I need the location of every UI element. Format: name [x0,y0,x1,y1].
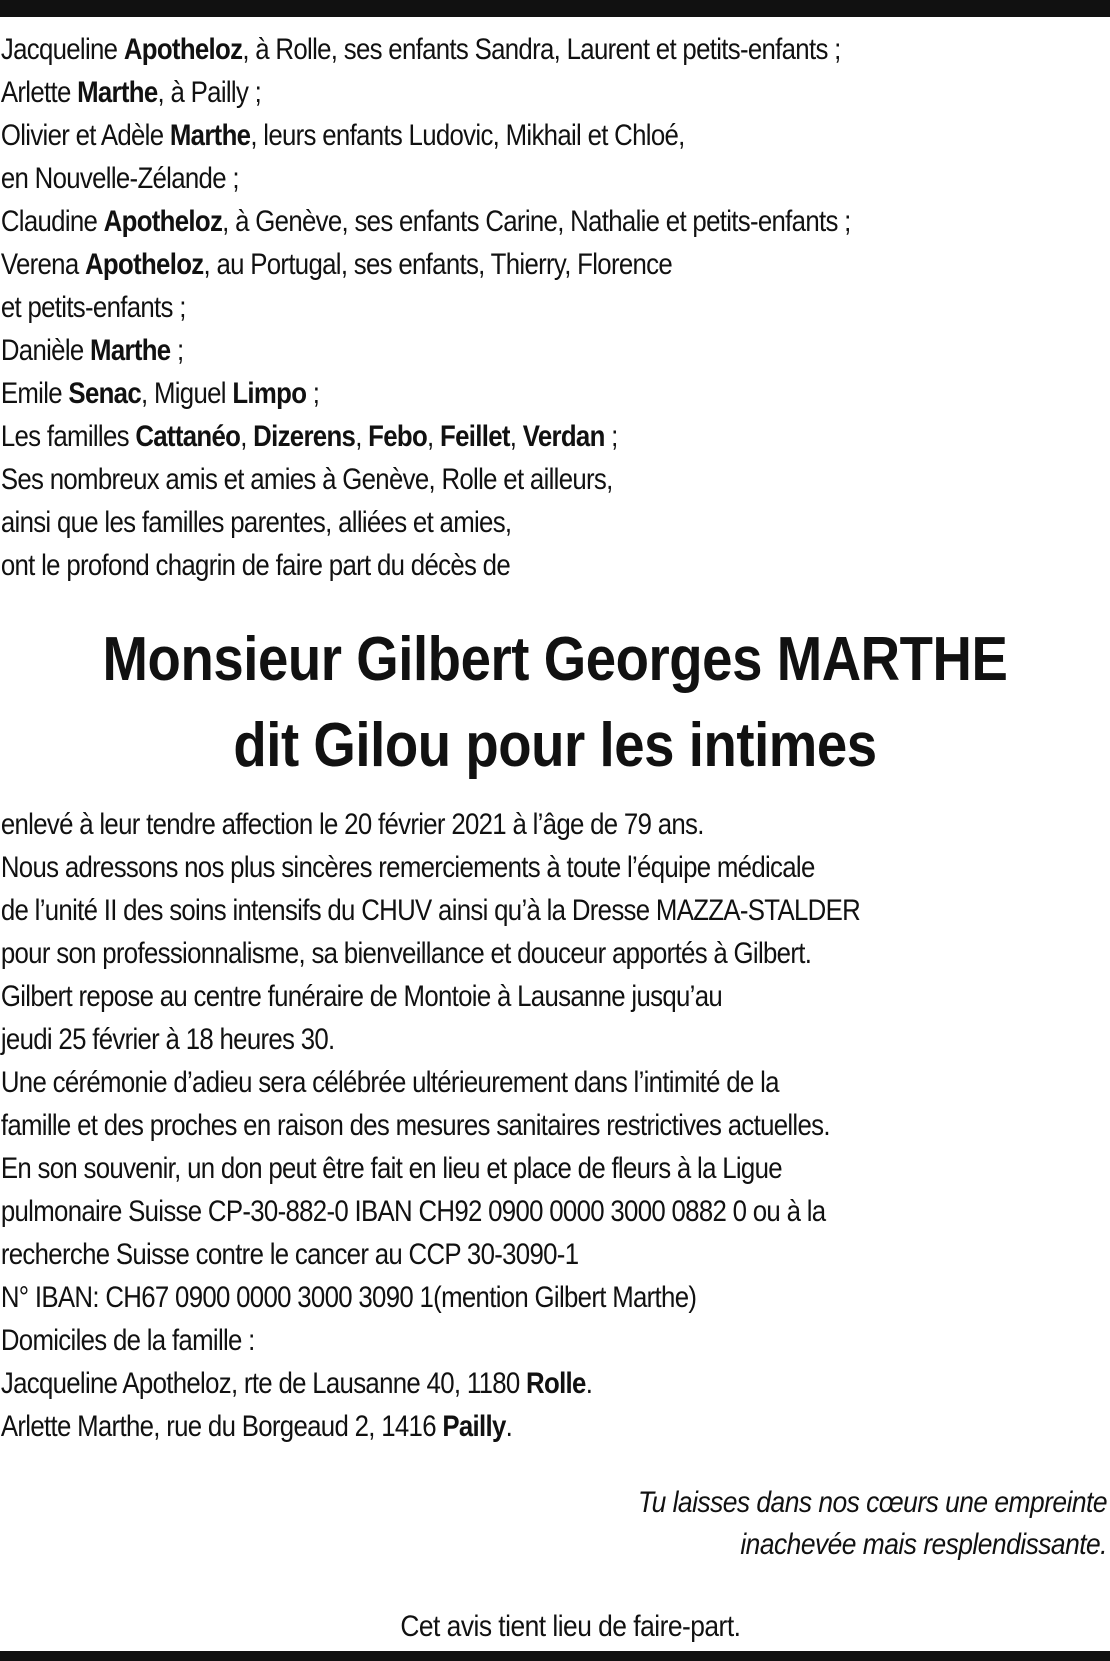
bottom-border-rule [0,1651,1110,1661]
family-line [0,200,955,243]
family-surname: Verdan [522,420,605,453]
text: en Nouvelle-Zélande ; [0,162,239,195]
family-surname: Marthe [90,334,171,367]
obituary-notice [0,28,1110,1648]
text: et petits-enfants ; [0,291,186,324]
family-surname: Feillet [440,420,510,453]
body-line: Une cérémonie d’adieu sera célébrée ultérieurement dans l’intimité de la [0,1066,779,1099]
family-surname: Dizerens [253,420,356,453]
family-line [0,544,955,587]
text: ont le profond chagrin de faire part du décès de [0,549,511,582]
family-surname: Senac [68,377,141,410]
text: , [355,420,369,453]
text: Jacqueline [0,33,124,66]
family-surname: Febo [368,420,428,453]
body-line: famille et des proches en raison des mesures sanitaires restrictives actuelles. [0,1109,830,1142]
text: , leurs enfants Ludovic, Mikhail et Chloé, [250,119,685,152]
text: , [509,420,523,453]
text: , à Rolle, ses enfants Sandra, Laurent et petits-enfants ; [242,33,841,66]
text: ainsi que les familles parentes, alliées et amies, [0,506,512,539]
body-line: recherche Suisse contre le cancer au CCP 30-3090-1 [0,1238,579,1271]
text: Les familles [0,420,136,453]
text: , [240,420,254,453]
address-line [0,1362,955,1405]
text: ; [170,334,184,367]
text: Jacqueline Apotheloz, rte de Lausanne 40, 1180 [0,1367,527,1400]
top-border-rule [0,0,1110,17]
text: ; [604,420,618,453]
deceased-title [0,617,1110,789]
text: Claudine [0,205,104,238]
body-line: Nous adressons nos plus sincères remerciements à toute l’équipe médicale [0,851,815,884]
closing-note: Cet avis tient lieu de faire-part. [400,1610,741,1643]
text: Ses nombreux amis et amies à Genève, Rolle et ailleurs, [0,463,613,496]
family-line [0,458,955,501]
body-line: N° IBAN: CH67 0900 0000 3000 3090 1(mention Gilbert Marthe) [0,1281,697,1314]
memorial-quote [0,1482,1110,1566]
body-line: enlevé à leur tendre affection le 20 février 2021 à l’âge de 79 ans. [0,808,704,841]
family-line [0,286,955,329]
family-surname: Apotheloz [84,248,204,281]
body-line: de l’unité II des soins intensifs du CHUV ainsi qu’à la Dresse MAZZA-STALDER [0,894,861,927]
text: Danièle [0,334,91,367]
family-line [0,501,955,544]
family-list [0,28,1110,587]
family-surname: Cattanéo [135,420,241,453]
text: Emile [0,377,69,410]
text: , à Pailly ; [157,76,262,109]
text: , au Portugal, ses enfants, Thierry, Florence [203,248,673,281]
family-line [0,415,955,458]
body-line: jeudi 25 février à 18 heures 30. [0,1023,335,1056]
town-name: Rolle [526,1367,586,1400]
text: Arlette Marthe, rue du Borgeaud 2, 1416 [0,1410,443,1443]
deceased-name: Monsieur Gilbert Georges MARTHE [102,625,1008,694]
body-line: pour son professionnalisme, sa bienveillance et douceur apportés à Gilbert. [0,937,812,970]
family-line [0,28,955,71]
family-surname: Marthe [77,76,158,109]
text: Arlette [0,76,78,109]
text: . [505,1410,513,1443]
body-line: En son souvenir, un don peut être fait en lieu et place de fleurs à la Ligue [0,1152,782,1185]
family-line [0,157,955,200]
text: , [427,420,441,453]
text: Olivier et Adèle [0,119,170,152]
text: Verena [0,248,85,281]
family-surname: Apotheloz [103,205,223,238]
body-line: Gilbert repose au centre funéraire de Montoie à Lausanne jusqu’au [0,980,723,1013]
town-name: Pailly [442,1410,506,1443]
body-line: pulmonaire Suisse CP-30-882-0 IBAN CH92 0900 0000 3000 0882 0 ou à la [0,1195,826,1228]
quote-line: Tu laisses dans nos cœurs une empreinte [637,1486,1107,1519]
family-line [0,372,955,415]
text: . [585,1367,593,1400]
family-line [0,329,955,372]
family-surname: Apotheloz [123,33,243,66]
text: ; [306,377,320,410]
family-line [0,243,955,286]
family-surname: Limpo [232,377,307,410]
text: , Miguel [140,377,233,410]
family-line [0,71,955,114]
quote-line: inachevée mais resplendissante. [740,1528,1107,1561]
deceased-nickname: dit Gilou pour les intimes [233,711,877,780]
family-line [0,114,955,157]
body-line: Domiciles de la famille : [0,1324,255,1357]
family-surname: Marthe [169,119,251,152]
notice-body [0,803,1110,1448]
text: , à Genève, ses enfants Carine, Nathalie et petits-enfants ; [222,205,851,238]
address-line [0,1405,955,1448]
